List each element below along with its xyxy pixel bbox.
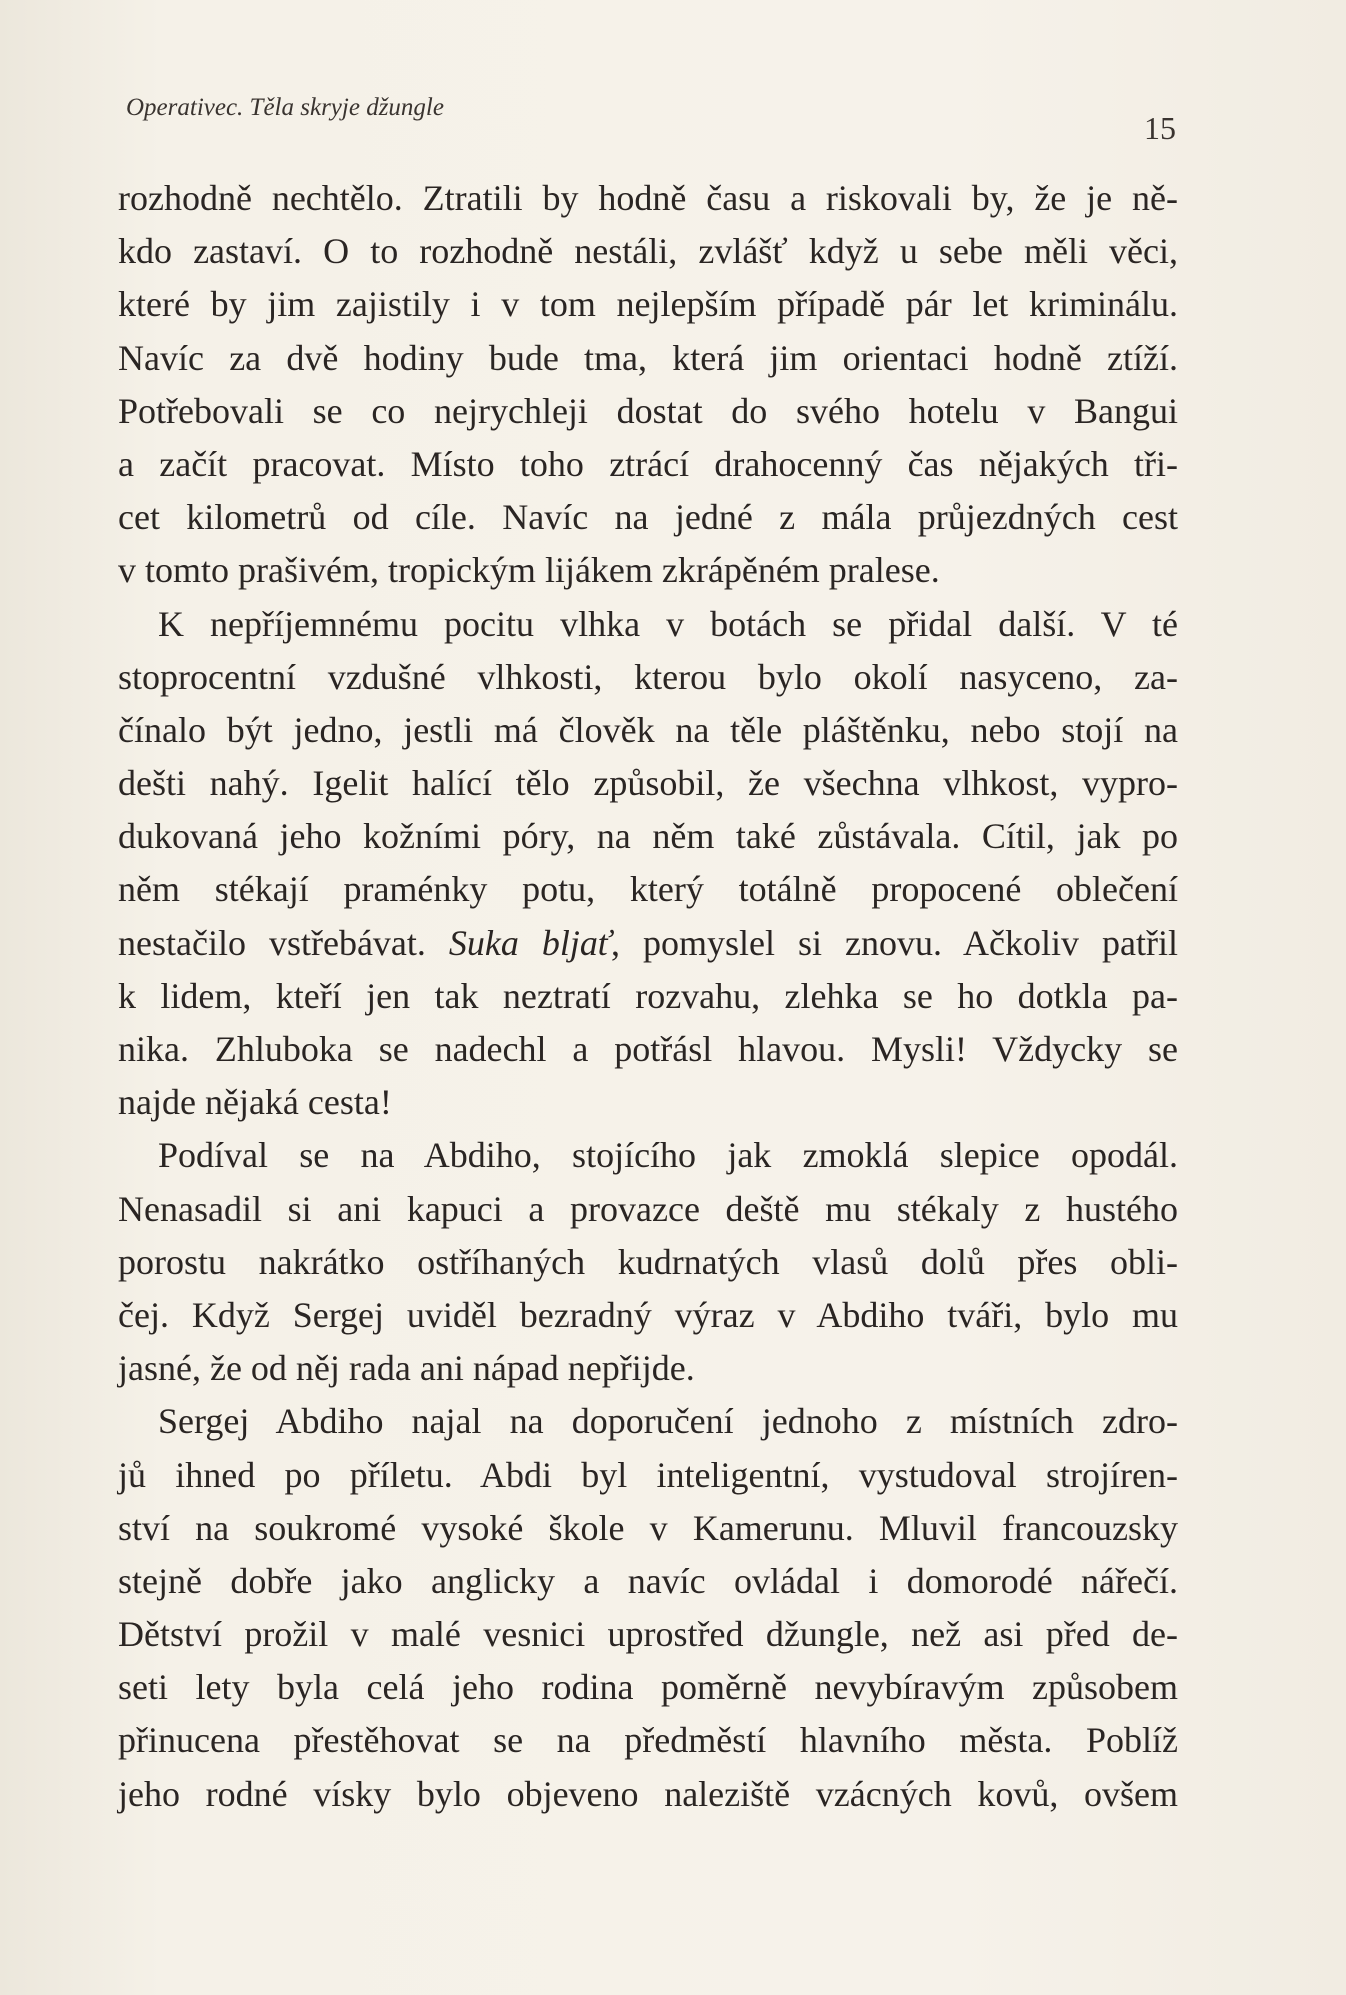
text-line: k lidem, kteří jen tak neztratí rozvahu, zlehka se ho dotkla pa-: [118, 975, 1178, 1016]
text-line: seti lety byla celá jeho rodina poměrně nevybíravým způsobem: [118, 1667, 1178, 1708]
text-line: jasné, že od něj rada ani nápad nepřijde.: [118, 1348, 695, 1389]
text-line: a začít pracovat. Místo toho ztrácí drahocenný čas nějakých tři-: [118, 443, 1178, 484]
text-line: Navíc za dvě hodiny bude tma, která jim orientaci hodně ztíží.: [118, 337, 1178, 378]
text-line: čínalo být jedno, jestli má člověk na těle pláštěnku, nebo stojí na: [118, 709, 1178, 750]
text-line: ství na soukromé vysoké škole v Kamerunu. Mluvil francouzsky: [118, 1507, 1178, 1548]
text-line: cet kilometrů od cíle. Navíc na jedné z mála průjezdných cest: [118, 497, 1178, 538]
text-line: K nepříjemnému pocitu vlhka v botách se přidal další. V té: [158, 603, 1178, 644]
text-line: které by jim zajistily i v tom nejlepším případě pár let kriminálu.: [118, 284, 1178, 325]
page-number: 15: [1144, 110, 1176, 146]
text-line: čej. Když Sergej uviděl bezradný výraz v Abdiho tváři, bylo mu: [118, 1294, 1178, 1335]
text-line: v tomto prašivém, tropickým lijákem zkrápěném pralese.: [118, 550, 940, 591]
text-line: dukovaná jeho kožními póry, na něm také zůstávala. Cítil, jak po: [118, 816, 1178, 857]
text-line: porostu nakrátko ostříhaných kudrnatých vlasů dolů přes obli-: [118, 1241, 1178, 1282]
text-segment: , pomyslel si znovu. Ačkoliv patřil: [611, 922, 1179, 963]
text-line: stejně dobře jako anglicky a navíc ovládal i domorodé nářečí.: [118, 1560, 1178, 1601]
text-line: Nenasadil si ani kapuci a provazce deště mu stékaly z hustého: [118, 1188, 1178, 1229]
text-line: kdo zastaví. O to rozhodně nestáli, zvlášť když u sebe měli věci,: [118, 231, 1178, 272]
text-line: Podíval se na Abdiho, stojícího jak zmoklá slepice opodál.: [158, 1135, 1178, 1176]
running-head: Operativec. Těla skryje džungle: [126, 94, 444, 121]
text-line: Potřebovali se co nejrychleji dostat do svého hotelu v Bangui: [118, 390, 1178, 431]
text-line: [118, 917, 1178, 970]
text-line: jeho rodné vísky bylo objeveno naleziště vzácných kovů, ovšem: [118, 1773, 1178, 1814]
text-line: něm stékají praménky potu, který totálně propocené oblečení: [118, 869, 1178, 910]
text-line: jů ihned po příletu. Abdi byl inteligentní, vystudoval strojíren-: [118, 1454, 1178, 1495]
text-segment: nestačilo vstřebávat.: [118, 922, 449, 963]
text-line: Dětství prožil v malé vesnici uprostřed džungle, než asi před de-: [118, 1614, 1178, 1655]
text-line: rozhodně nechtělo. Ztratili by hodně času a riskovali by, že je ně-: [118, 178, 1178, 218]
italic-phrase: Suka bljať: [448, 922, 612, 963]
text-line: Sergej Abdiho najal na doporučení jednoho z místních zdro-: [158, 1401, 1178, 1442]
text-line: dešti nahý. Igelit halící tělo způsobil, že všechna vlhkost, vypro-: [118, 763, 1178, 804]
body-text: [118, 172, 1178, 1821]
text-line: přinucena přestěhovat se na předměstí hlavního města. Poblíž: [118, 1720, 1178, 1761]
text-line: nika. Zhluboka se nadechl a potřásl hlavou. Mysli! Vždycky se: [118, 1029, 1178, 1069]
text-line: stoprocentní vzdušné vlhkosti, kterou bylo okolí nasyceno, za-: [118, 656, 1178, 697]
text-line: najde nějaká cesta!: [118, 1082, 392, 1123]
